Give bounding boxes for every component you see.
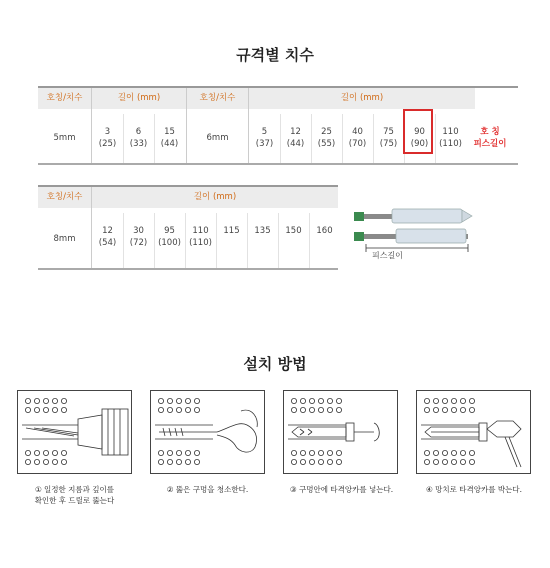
col-sep <box>186 88 187 163</box>
step3-caption <box>274 484 409 495</box>
length-value: 12 <box>102 226 113 236</box>
anchor-illustration <box>352 204 478 264</box>
step1-caption <box>12 484 137 506</box>
cell-sep <box>373 114 374 164</box>
length-cell <box>280 126 311 150</box>
spec-title: 규격별 치수 <box>236 46 314 64</box>
length-total: (110) <box>189 238 212 248</box>
step2-caption <box>145 484 270 495</box>
step4-caption <box>409 484 539 495</box>
step1-line2: 확인한 후 드릴로 뚫는다 <box>34 496 115 505</box>
length-total: (90) <box>410 139 429 149</box>
length-total: (110) <box>439 139 462 149</box>
table2-bottom-border <box>38 268 338 270</box>
cleaning-illustration <box>151 391 263 472</box>
cell-sep <box>154 114 155 164</box>
step3-panel <box>283 390 398 474</box>
install-title: 설치 방법 <box>243 355 307 373</box>
cell-sep <box>123 114 124 164</box>
length-value: 6 <box>135 127 142 137</box>
step4-line1: ④ 망치로 타격앙카를 박는다. <box>426 485 522 494</box>
length-cell <box>216 225 247 237</box>
length-cell <box>309 225 340 237</box>
length-value: 110 <box>192 226 209 236</box>
cell-sep <box>309 213 310 269</box>
length-cell <box>249 126 280 150</box>
length-cell <box>185 225 216 249</box>
cell-sep <box>247 213 248 269</box>
length-total: (33) <box>129 139 148 149</box>
length-cell <box>92 225 123 249</box>
length-cell <box>311 126 342 150</box>
length-total: (25) <box>98 139 117 149</box>
length-value: 135 <box>254 226 271 236</box>
anchor-length-label: 피스길이 <box>372 251 403 260</box>
step4-panel <box>416 390 531 474</box>
length-total: (70) <box>348 139 367 149</box>
length-cell <box>92 126 123 150</box>
cell-sep <box>154 213 155 269</box>
cell-sep <box>216 213 217 269</box>
t2-header-nominal: 호칭/치수 <box>38 187 91 208</box>
hammer-illustration <box>417 391 529 472</box>
cell-sep <box>280 114 281 164</box>
length-total: (44) <box>160 139 179 149</box>
length-cell <box>373 126 404 150</box>
length-cell <box>247 225 278 237</box>
insert-anchor-illustration <box>284 391 396 472</box>
cell-sep <box>123 213 124 269</box>
length-value: 25 <box>321 127 332 137</box>
length-value: 3 <box>104 127 111 137</box>
length-value: 30 <box>133 226 144 236</box>
length-value: 95 <box>164 226 175 236</box>
length-total: (44) <box>286 139 305 149</box>
length-value: 115 <box>223 226 240 236</box>
length-total: (72) <box>129 238 148 248</box>
step3-line1: ③ 구멍안에 타격앙카를 넣는다. <box>289 485 394 494</box>
length-value: 90 <box>414 127 425 137</box>
table-bottom-border <box>38 163 518 165</box>
length-value: 75 <box>383 127 394 137</box>
drill-illustration <box>18 391 130 472</box>
legend-nominal: 호 칭 <box>480 127 500 137</box>
length-value: 15 <box>164 127 175 137</box>
highlight-box <box>403 109 433 154</box>
step1-line1: ① 일정한 지름과 깊이를 <box>34 485 115 494</box>
length-value: 160 <box>316 226 333 236</box>
cell-sep <box>342 114 343 164</box>
step2-panel <box>150 390 265 474</box>
length-cell <box>342 126 373 150</box>
length-cell <box>123 126 154 150</box>
length-cell <box>278 225 309 237</box>
header-length-b: 길이 (mm) <box>249 88 475 109</box>
length-total: (37) <box>255 139 274 149</box>
length-total: (100) <box>158 238 181 248</box>
cell-sep <box>278 213 279 269</box>
step2-line1: ② 뚫은 구멍을 청소한다. <box>166 485 249 494</box>
size-6mm: 6mm <box>206 133 229 143</box>
length-cell <box>154 126 185 150</box>
header-length-a: 길이 (mm) <box>92 88 186 109</box>
size-8mm: 8mm <box>53 234 76 244</box>
length-value: 40 <box>352 127 363 137</box>
header-nominal-b: 호칭/치수 <box>187 88 248 109</box>
legend-length: 피스길이 <box>473 139 507 149</box>
length-total: (75) <box>379 139 398 149</box>
length-value: 150 <box>285 226 302 236</box>
cell-sep <box>435 114 436 164</box>
length-cell <box>154 225 185 249</box>
length-value: 110 <box>442 127 459 137</box>
length-total: (55) <box>317 139 336 149</box>
header-nominal: 호칭/치수 <box>38 88 91 109</box>
size-5mm: 5mm <box>53 133 76 143</box>
length-value: 12 <box>290 127 301 137</box>
t2-header-length: 길이 (mm) <box>92 187 338 208</box>
cell-sep <box>185 213 186 269</box>
cell-sep <box>311 114 312 164</box>
length-total: (54) <box>98 238 117 248</box>
step1-panel <box>17 390 132 474</box>
length-cell <box>123 225 154 249</box>
length-value: 5 <box>261 127 268 137</box>
length-cell <box>435 126 466 150</box>
